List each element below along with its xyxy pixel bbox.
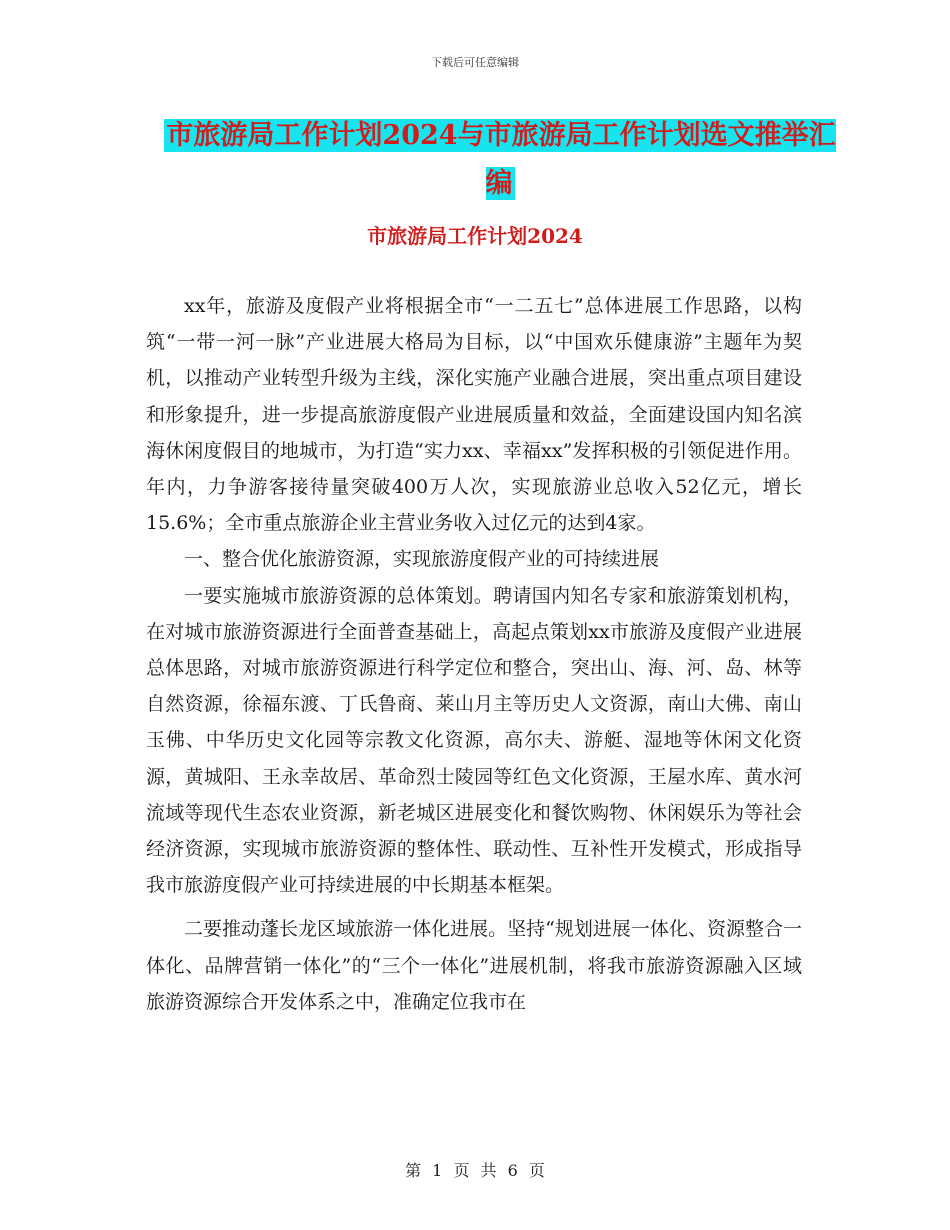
document-title [150,112,850,208]
header-note: 下载后可任意编辑 [431,56,519,69]
document-title-text: 市旅游局工作计划2024与市旅游局工作计划选文推举汇编 [166,120,836,199]
paragraph-intro: xx年，旅游及度假产业将根据全市“一二五七”总体进展工作思路，以构筑“一带一河一脉”产业进展大格局为目标，以“中国欢乐健康游”主题年为契机，以推动产业转型升级为主线，深化实施产业融合进展，突出重点项目建设和形象提升，进一步提高旅游度假产业进展质量和效益，全面建设国内知名滨海休闲度假目的地城市，为打造“实力xx、幸福xx”发挥积极的引领促进作用。年内，力争游客接待量突破400万人次，实现旅游业总收入52亿元，增长15.6%；全市重点旅游企业主营业务收入过亿元的达到4家。 [146,295,802,535]
page-footer: 第 1 页 共 6 页 [405,1161,545,1180]
body-text [146,288,802,1020]
paragraph-item-1: 一要实施城市旅游资源的总体策划。聘请国内知名专家和旅游策划机构，在对城市旅游资源进行全面普查基础上，高起点策划xx市旅游及度假产业进展总体思路，对城市旅游资源进行科学定位和整合，突出山、海、河、岛、林等自然资源，徐福东渡、丁氏鲁商、莱山月主等历史人文资源，南山大佛、南山玉佛、中华历史文化园等宗教文化资源，高尔夫、游艇、湿地等休闲文化资源，黄城阳、王永幸故居、革命烈士陵园等红色文化资源，王屋水库、黄水河流域等现代生态农业资源，新老城区进展变化和餐饮购物、休闲娱乐为等社会经济资源，实现城市旅游资源的整体性、联动性、互补性开发模式，形成指导我市旅游度假产业可持续进展的中长期基本框架。 [146,584,802,897]
paragraph-item-2: 二要推动蓬长龙区域旅游一体化进展。坚持“规划进展一体化、资源整合一体化、品牌营销一体化”的“三个一体化”进展机制，将我市旅游资源融入区域旅游资源综合开发体系之中，准确定位我市在 [146,918,802,1013]
section-title: 市旅游局工作计划2024 [367,224,583,248]
paragraph-heading-1: 一、整合优化旅游资源，实现旅游度假产业的可持续进展 [184,548,660,571]
